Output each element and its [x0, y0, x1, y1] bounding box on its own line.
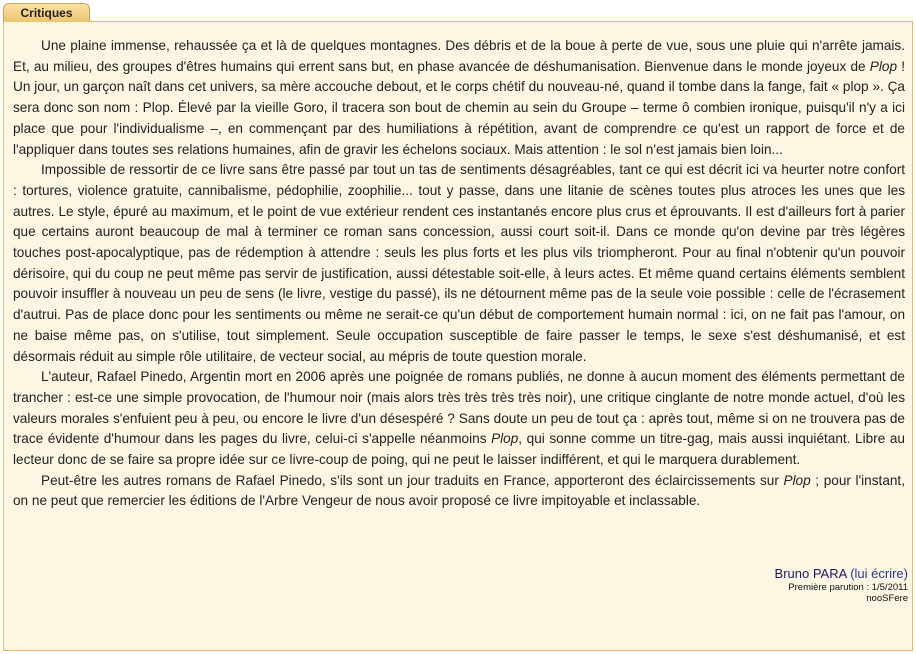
book-title: Plop — [783, 472, 811, 488]
review-text: ! Un jour, un garçon naît dans cet univers, sa mère accouche debout, et le corps chétif du nouveau-né, quand il tombe dans la fange, fait « plop ». Ça sera donc son nom : Plop. Élevé par la vieille Goro, il tracera son bout de chemin au sein du Groupe – terme ô combien ironique, puisqu'il n'y a ici place que pour l'individualisme –, en commençant par des humiliations à répétition, avant de comprendre ce qu'est un rapport de force et de l'appliquer dans toutes ses relations humaines, afin de gravir les échelons sociaux. Mais attention : le sol n'est jamais bien loin... — [13, 58, 905, 157]
publication-date: Première parution : 1/5/2011 — [788, 582, 908, 593]
review-text: Peut-être les autres romans de Rafael Pinedo, s'ils sont un jour traduits en France, apporteront des éclaircissements sur — [41, 472, 784, 488]
review-paragraph — [13, 160, 905, 367]
review-panel — [3, 21, 913, 651]
source-name: nooSFere — [866, 593, 908, 604]
review-paragraph — [13, 36, 905, 160]
review-text: Impossible de ressortir de ce livre sans être passé par tout un tas de sentiments désagréables, tant ce qui est décrit ici va heurter notre confort : tortures, violence gratuite, cannibalisme, pédophilie, zoophilie... tout y passe, dans une litanie de scènes toutes plus atroces les unes que les autres. Le style, épuré au maximum, et le point de vue extérieur rendent ces instantanés encore plus crus et éprouvants. Il est d'ailleurs fort à parier que certains auront beaucoup de mal à terminer ce roman sans concession, aussi court soit-il. Dans ce monde qu'on devine par très légères touches post-apocalyptique, pas de rédemption à attendre : seuls les plus forts et les plus vils triompheront. Pour au final n'obtenir qu'un pouvoir dérisoire, qui du coup ne peut même pas servir de justification, aussi détestable soit-elle, à leurs actes. Et même quand certains éléments semblent pouvoir insuffler à nouveau un peu de sens (le livre, vestige du passé), ils ne détournent même pas de la seule voie possible : celle de l'écrasement d'autrui. Pas de place donc pour les sentiments ou même ne serait-ce qu'un début de comportement humain normal : ici, on ne fait pas l'amour, on ne baise même pas, on s'utilise, tout simplement. Seule occupation susceptible de faire passer le temps, le sexe s'est déshumanisé, et est désormais réduit au simple rôle utilitaire, de vecteur social, au mépris de toute question morale. — [13, 162, 905, 364]
tab-critiques[interactable] — [3, 3, 90, 22]
review-footer — [775, 566, 908, 604]
author-line — [775, 566, 908, 582]
review-paragraph — [13, 471, 905, 512]
book-title: Plop — [491, 431, 519, 447]
review-text: ; pour l'instant, on ne peut que remercier les éditions de l'Arbre Vengeur de nous avoir proposé ce livre impitoyable et inclassable. — [13, 472, 905, 509]
review-text: , qui sonne comme un titre-gag, mais aussi inquiétant. Libre au lecteur donc de se faire sa propre idée sur ce livre-coup de poing, qui ne peut le laisser indifférent, et qui le marquera durablement. — [13, 431, 905, 468]
review-body — [13, 36, 905, 512]
author-name: Bruno PARA — [774, 566, 847, 581]
book-title: Plop — [869, 58, 898, 74]
contact-author-link[interactable]: (lui écrire) — [850, 566, 908, 581]
tab-label: Critiques — [20, 6, 73, 20]
review-text: Une plaine immense, rehaussée ça et là de quelques montagnes. Des débris et de la boue à perte de vue, sous une pluie qui n'arrête jamais. Et, au milieu, des groupes d'êtres humains qui errent sans but, en phase avancée de déshumanisation. Bienvenue dans le monde joyeux de — [13, 38, 905, 74]
review-text: L'auteur, Rafael Pinedo, Argentin mort en 2006 après une poignée de romans publiés, ne donne à aucun moment des éléments permettant de trancher : est-ce une simple provocation, de l'humour noir (mais alors très très très très noir), une critique cinglante de notre monde actuel, d'où les valeurs morales s'enfuient peu à peu, ou encore le livre d'un désespéré ? Sans doute un peu de tout ça : après tout, même si on ne trouvera pas de trace évidente d'humour dans les pages du livre, celui-ci s'appelle néanmoins — [13, 369, 905, 447]
review-paragraph — [13, 367, 905, 471]
